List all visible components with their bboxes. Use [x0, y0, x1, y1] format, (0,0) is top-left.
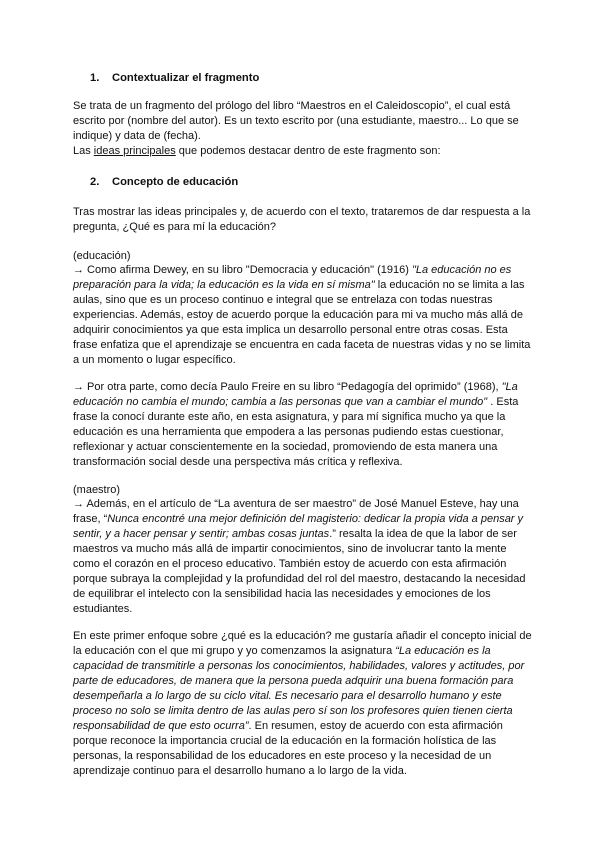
- paragraph-freire: [73, 380, 533, 470]
- section-2-intro: Tras mostrar las ideas principales y, de acuerdo con el texto, trataremos de dar respuesta a la pregunta, ¿Qué es para mí la educación?: [73, 206, 531, 233]
- section-1-heading: [90, 72, 259, 84]
- final-intro: En este primer enfoque sobre ¿qué es la educación? me gustaría añadir el concepto inicial de la educación con el que mi grupo y yo comenzamos la asignatura: [73, 630, 532, 657]
- ideas-text-post: que podemos destacar dentro de este fragmento son:: [175, 145, 441, 157]
- freire-quote: "La educación no cambia el mundo; cambia a las personas que van a cambiar el mundo": [73, 381, 518, 408]
- final-comment: . En resumen, estoy de acuerdo con esta afirmación porque reconoce la importancia crucial de la educación en la formación holística de las personas, la responsabilidad de los educadores en este proceso y la necesidad de un aprendizaje continuo para el desarrollo humano a lo largo de la vida.: [73, 720, 503, 777]
- section-2-title: Concepto de educación: [112, 176, 239, 188]
- paragraph-esteve: [73, 497, 533, 617]
- context-text: Se trata de un fragmento del prólogo del libro “Maestros en el Caleidoscopio”, el cual está escrito por (nombre del autor). Es un texto escrito por (una estudiante, maestro... Lo que se indique) y data de (fecha).: [73, 100, 519, 142]
- freire-intro: → Por otra parte, como decía Paulo Freire en su libro “Pedagogía del oprimido” (1968),: [73, 381, 502, 393]
- paragraph-final: [73, 629, 533, 779]
- label-educacion: (educación): [73, 250, 131, 262]
- final-quote: “La educación es la capacidad de transmitirle a personas los conocimientos, habilidades, valores y actitudes, por parte de educadores, de manera que la persona pueda adquirir una buena formación para desempeñarla a lo largo de su ciclo vital. Es necesario para el desarrollo humano y este proceso no solo se limita dentro de las aulas pero sí son los profesores quien tienen cierta responsabilidad de que esto ocurra”: [73, 645, 525, 732]
- label-maestro: (maestro): [73, 484, 121, 496]
- esteve-intro: → Además, en el artículo de “La aventura de ser maestro” de José Manuel Esteve, hay una frase, “: [73, 498, 519, 525]
- ideas-text-pre: Las: [73, 145, 94, 157]
- section-2-heading: [90, 176, 238, 188]
- section-1-number: 1.: [90, 72, 100, 84]
- dewey-intro: → Como afirma Dewey, en su libro "Democracia y educación" (1916): [73, 264, 412, 276]
- dewey-quote: "La educación no es preparación para la vida; la educación es la vida en sí misma": [73, 264, 512, 291]
- freire-comment: . Esta frase la conocí durante este año, en esta asignatura, y para mí significa mucho ya que la educación es una herramienta que empodera a las personas pudiendo estas cuestionar, reflexionar y actuar conscientemente en la sociedad, promoviendo de esta manera una transformación social desde una perspectiva más crítica y reflexiva.: [73, 396, 519, 468]
- section-1-title: Contextualizar el fragmento: [112, 72, 260, 84]
- section-2-number: 2.: [90, 176, 100, 188]
- paragraph-dewey: [73, 263, 533, 368]
- dewey-comment: la educación no se limita a las aulas, sino que es un proceso continuo e integral que se entrelaza con todas nuestras experiencias. Además, estoy de acuerdo porque la educación para mi va mucho más allá de adquirir conocimientos ya que esta implica un desarrollo personal entre otras cosas. Esta frase enfatiza que el aprendizaje se encuentra en cada faceta de nuestras vidas y no se limita a un momento o lugar específico.: [73, 279, 531, 366]
- esteve-comment: .” resalta la idea de que la labor de ser maestros va mucho más allá de impartir conocimientos, sino de involucrar tanto la mente como el corazón en el proceso educativo. También estoy de acuerdo con esta afirmación porque subraya la complejidad y la profundidad del rol del maestro, destacando la necesidad de equilibrar el intelecto con la sensibilidad hacia las necesidades y emociones de los estudiantes.: [73, 528, 526, 615]
- esteve-quote: Nunca encontré una mejor definición del magisterio: dedicar la propia vida a pensar y sentir, y a hacer pensar y sentir; ambas cosas juntas: [73, 513, 524, 540]
- ideas-principales-link: ideas principales: [93, 145, 176, 157]
- section-1-paragraph: [73, 99, 533, 159]
